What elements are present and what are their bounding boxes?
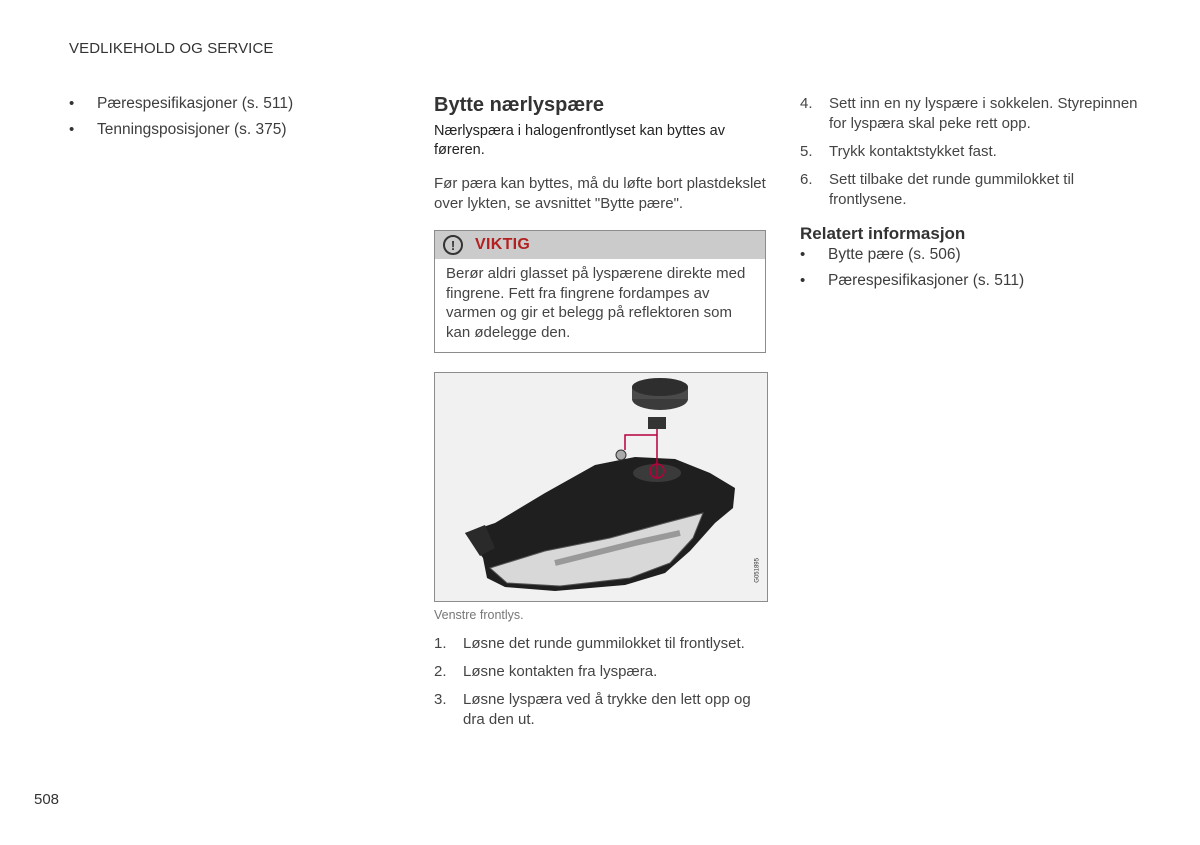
left-column	[69, 94, 369, 146]
body-text: Før pæra kan byttes, må du løfte bort plastdekslet over lykten, se avsnittet "Bytte pære".	[434, 175, 766, 212]
step-text: Løsne det runde gummilokket til frontlyset.	[463, 635, 745, 652]
step-text: Sett inn en ny lyspære i sokkelen. Styrepinnen for lyspæra skal peke rett opp.	[829, 95, 1138, 132]
step-text: Løsne lyspæra ved å trykke den lett opp og dra den ut.	[463, 691, 751, 728]
important-title: VIKTIG	[475, 236, 531, 253]
middle-column	[434, 94, 767, 738]
bulb	[616, 450, 626, 460]
step-number: 4.	[800, 95, 813, 112]
list-item	[434, 634, 767, 654]
steps-list	[800, 94, 1140, 210]
headlight-drawing	[435, 373, 767, 601]
related-links-list	[800, 245, 1140, 291]
warning-icon: !	[443, 235, 463, 255]
link-item[interactable]: • Pærespesifikasjoner (s. 511)	[69, 94, 369, 114]
figure-caption: Venstre frontlys.	[434, 608, 524, 622]
rubber-cap-top	[632, 378, 688, 396]
link-item[interactable]: • Bytte pære (s. 506)	[800, 245, 1140, 265]
connector	[648, 417, 666, 429]
headlight-illustration	[434, 372, 768, 602]
steps-list	[434, 634, 767, 730]
figure-code: G051895	[755, 558, 761, 583]
related-links-list	[69, 94, 369, 140]
step-number: 2.	[434, 663, 447, 680]
right-column	[800, 94, 1140, 297]
step-number: 3.	[434, 691, 447, 708]
link-item[interactable]: • Pærespesifikasjoner (s. 511)	[800, 271, 1140, 291]
link-item[interactable]: • Tenningsposisjoner (s. 375)	[69, 120, 369, 140]
important-box	[434, 230, 766, 353]
intro-text: Nærlyspæra i halogenfrontlyset kan byttes av føreren.	[434, 123, 725, 158]
important-box-header	[435, 231, 765, 259]
page-header: VEDLIKEHOLD OG SERVICE	[69, 40, 274, 57]
step-number: 5.	[800, 143, 813, 160]
step-text: Sett tilbake det runde gummilokket til frontlysene.	[829, 171, 1075, 208]
list-item	[434, 690, 767, 730]
arrow-line	[625, 435, 657, 450]
step-text: Løsne kontakten fra lyspæra.	[463, 663, 658, 680]
list-item	[800, 142, 1140, 162]
step-number: 1.	[434, 635, 447, 652]
list-item	[800, 170, 1140, 210]
list-item	[434, 662, 767, 682]
step-text: Trykk kontaktstykket fast.	[829, 143, 997, 160]
related-heading: Relatert informasjon	[800, 224, 966, 243]
step-number: 6.	[800, 171, 813, 188]
list-item	[800, 94, 1140, 134]
page-number: 508	[34, 791, 60, 808]
section-title: Bytte nærlyspære	[434, 94, 605, 116]
important-text: Berør aldri glasset på lyspærene direkte med fingrene. Fett fra fingrene fordampes av varmen og gir et belegg på reflektoren som kan ødelegge den.	[446, 265, 746, 341]
